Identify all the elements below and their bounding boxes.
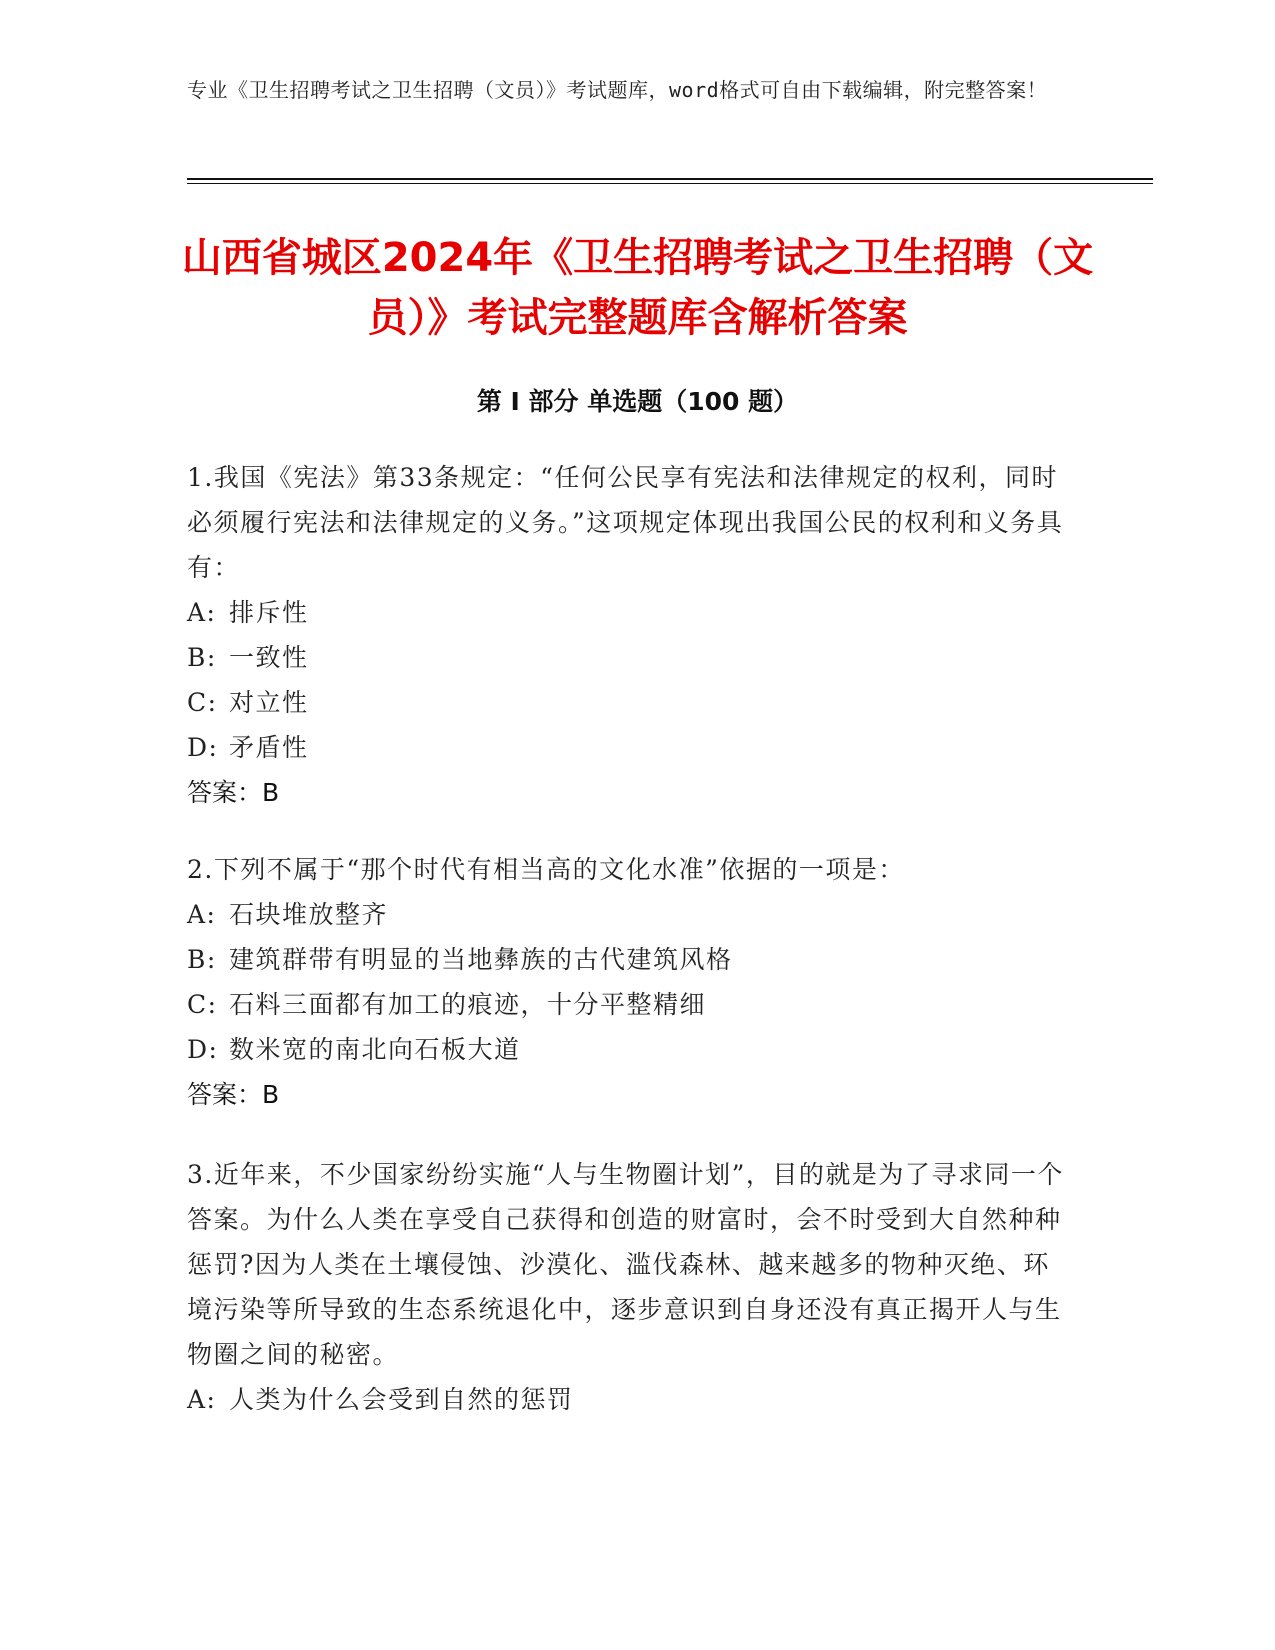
option-text: 矛盾性 [229, 733, 309, 762]
option-d [187, 725, 1067, 770]
option-key: D: [187, 1035, 219, 1064]
option-text: 建筑群带有明显的当地彝族的古代建筑风格 [229, 945, 733, 974]
option-key: A: [187, 900, 217, 929]
section-title: 第 I 部分 单选题（100 题） [476, 387, 799, 416]
option-c [187, 982, 1067, 1027]
document-title: 山西省城区2024年《卫生招聘考试之卫生招聘（文员）》考试完整题库含解析答案 [181, 235, 1094, 341]
question-1 [187, 455, 1067, 815]
header-divider-thin [187, 183, 1153, 184]
option-text: 人类为什么会受到自然的惩罚 [229, 1385, 574, 1414]
option-key: A: [187, 598, 217, 627]
option-b [187, 635, 1067, 680]
option-key: C: [187, 990, 218, 1019]
question-3 [187, 1152, 1067, 1422]
option-key: B: [187, 945, 217, 974]
question-stem: 1.我国《宪法》第33条规定：“任何公民享有宪法和法律规定的权利，同时必须履行宪法和法律规定的义务。”这项规定体现出我国公民的权利和义务具有： [187, 463, 1064, 582]
option-a [187, 1377, 1067, 1422]
option-key: C: [187, 688, 218, 717]
option-a [187, 892, 1067, 937]
option-c [187, 680, 1067, 725]
answer-line: 答案：B [187, 778, 280, 807]
option-key: B: [187, 643, 217, 672]
header-note: 专业《卫生招聘考试之卫生招聘（文员）》考试题库，word格式可自由下载编辑，附完整答案！ [187, 78, 1048, 102]
option-key: D: [187, 733, 219, 762]
option-key: A: [187, 1385, 217, 1414]
question-stem: 3.近年来，不少国家纷纷实施“人与生物圈计划”，目的就是为了寻求同一个答案。为什么人类在享受自己获得和创造的财富时，会不时受到大自然种种惩罚?因为人类在土壤侵蚀、沙漠化、滥伐森林、越来越多的物种灭绝、环境污染等所导致的生态系统退化中，逐步意识到自身还没有真正揭开人与生物圈之间的秘密。 [187, 1160, 1064, 1369]
header-divider-thick [187, 178, 1153, 180]
option-a [187, 590, 1067, 635]
answer-line: 答案：B [187, 1080, 280, 1109]
option-text: 石料三面都有加工的痕迹，十分平整精细 [229, 990, 707, 1019]
option-text: 对立性 [229, 688, 309, 717]
option-b [187, 937, 1067, 982]
option-text: 一致性 [229, 643, 309, 672]
option-d [187, 1027, 1067, 1072]
option-text: 石块堆放整齐 [229, 900, 389, 929]
question-2 [187, 847, 1067, 1117]
question-stem: 2.下列不属于“那个时代有相当高的文化水准”依据的一项是： [187, 855, 905, 884]
option-text: 数米宽的南北向石板大道 [229, 1035, 521, 1064]
option-text: 排斥性 [229, 598, 309, 627]
